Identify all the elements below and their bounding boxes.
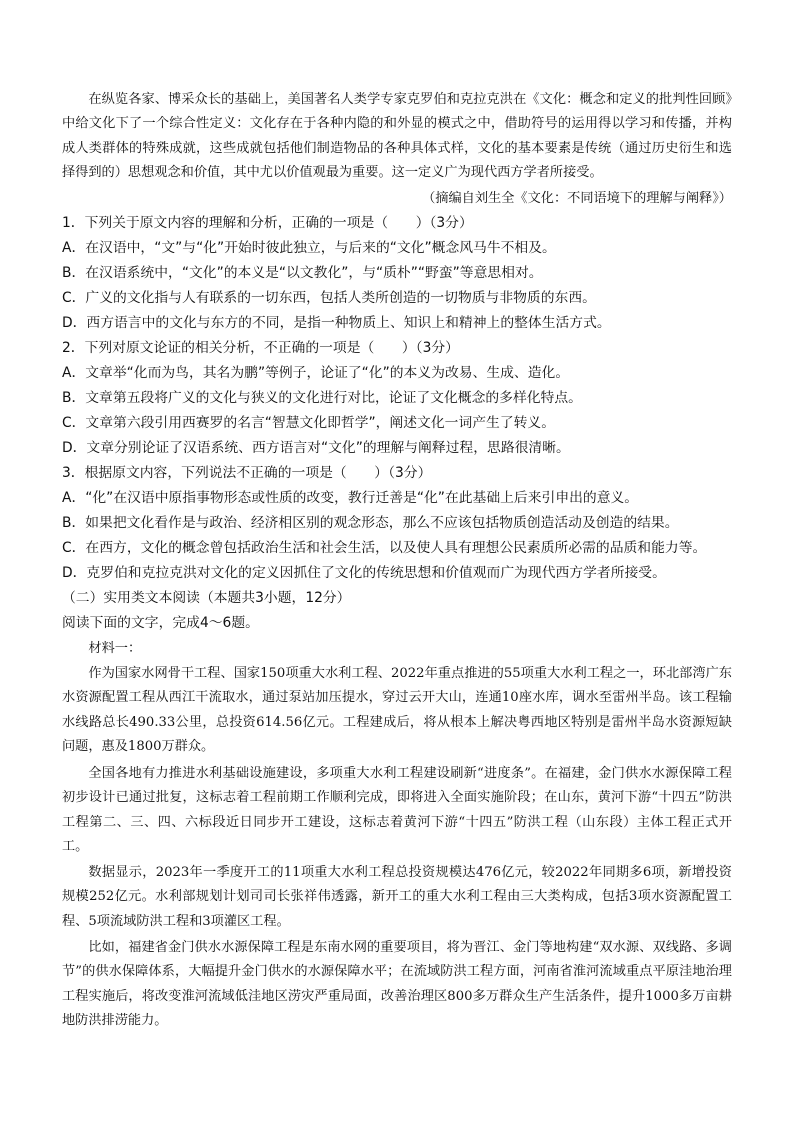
question-2-option-c[interactable]: C．文章第六段引用西赛罗的名言“智慧文化即哲学”，阐述文化一词产生了转义。 <box>62 415 556 431</box>
section-heading: （二）实用类文本阅读（本题共3小题，12分） <box>62 590 351 606</box>
question-1-option-a[interactable]: A．在汉语中，“文”与“化”开始时彼此独立，与后来的“文化”概念风马牛不相及。 <box>62 240 556 256</box>
question-1-option-b[interactable]: B．在汉语系统中，“文化”的本义是“以文教化”，与“质朴”“野蛮”等意思相对。 <box>62 265 543 281</box>
source-citation: （摘编自刘生全《文化：不同语境下的理解与阐释》） <box>422 191 732 206</box>
question-2-option-d[interactable]: D．文章分别论证了汉语系统、西方语言对“文化”的理解与阐释过程，思路很清晰。 <box>62 440 570 456</box>
reading-instruction: 阅读下面的文字，完成4～6题。 <box>62 615 259 631</box>
question-1-option-d[interactable]: D．西方语言中的文化与东方的不同，是指一种物质上、知识上和精神上的整体生活方式。 <box>62 315 611 331</box>
question-3-option-d[interactable]: D．克罗伯和克拉克洪对文化的定义因抓住了文化的传统思想和价值观而广为现代西方学者所接受。 <box>62 565 666 581</box>
question-2-stem: 2．下列对原文论证的相关分析，不正确的一项是（ ）（3分） <box>62 340 459 356</box>
material-paragraph-4: 比如，福建省金门供水水源保障工程是东南水网的重要项目，将为晋江、金门等地构建“双水源、双线路、多调节”的供水保障体系，大幅提升金门供水的水源保障水平；在流域防洪工程方面，河南省淮河流域重点平原洼地治理工程实施后，将改变淮河流域低洼地区涝灾严重局面，改善治理区800多万群众生产生活条件，提升1000多万亩耕地防洪排涝能力。 <box>62 940 732 1029</box>
material-label: 材料一： <box>88 641 142 656</box>
material-paragraph-1: 作为国家水网骨干工程、国家150项重大水利工程、2022年重点推进的55项重大水利工程之一，环北部湾广东水资源配置工程从西江干流取水，通过泵站加压提水，穿过云开大山，连通10座水库，调水至雷州半岛。该工程输水线路总长490.33公里，总投资614.56亿元。工程建成后，将从根本上解决粤西地区特别是雷州半岛水资源短缺问题，惠及1800万群众。 <box>62 666 732 755</box>
question-2-option-b[interactable]: B．文章第五段将广义的文化与狭义的文化进行对比，论证了文化概念的多样化特点。 <box>62 390 582 406</box>
question-1-option-c[interactable]: C．广义的文化指与人有联系的一切东西，包括人类所创造的一切物质与非物质的东西。 <box>62 290 596 306</box>
question-2-option-a[interactable]: A．文章举“化而为鸟，其名为鹏”等例子，论证了“化”的本义为改易、生成、造化。 <box>62 365 570 381</box>
question-3-option-b[interactable]: B．如果把文化看作是与政治、经济相区别的观念形态，那么不应该包括物质创造活动及创造的结果。 <box>62 515 679 531</box>
question-1-stem: 1．下列关于原文内容的理解和分析，正确的一项是（ ）（3分） <box>62 215 473 231</box>
passage-tail: 在纵览各家、博采众长的基础上，美国著名人类学专家克罗伯和克拉克洪在《文化：概念和定义的批判性回顾》中给文化下了一个综合性定义：文化存在于各种内隐的和外显的模式之中，借助符号的运用得以学习和传播，并构成人类群体的特殊成就，这些成就包括他们制造物品的各种具体式样，文化的基本要素是传统（通过历史衍生和选择得到的）思想观念和价值，其中尤以价值观最为重要。这一定义广为现代西方学者所接受。 <box>62 92 732 181</box>
material-paragraph-2: 全国各地有力推进水利基础设施建设，多项重大水利工程建设刷新“进度条”。在福建，金门供水水源保障工程初步设计已通过批复，这标志着工程前期工作顺利完成，即将进入全面实施阶段；在山东，黄河下游“十四五”防洪工程第二、三、四、六标段近日同步开工建设，这标志着黄河下游“十四五”防洪工程（山东段）主体工程正式开工。 <box>62 766 732 855</box>
question-3-option-a[interactable]: A．“化”在汉语中原指事物形态或性质的改变，教行迁善是“化”在此基础上后来引申出的意义。 <box>62 490 639 506</box>
question-3-stem: 3．根据原文内容，下列说法不正确的一项是（ ）（3分） <box>62 465 432 481</box>
question-3-option-c[interactable]: C．在西方，文化的概念曾包括政治生活和社会生活，以及使人具有理想公民素质所必需的品质和能力等。 <box>62 540 707 556</box>
material-paragraph-3: 数据显示，2023年一季度开工的11项重大水利工程总投资规模达476亿元，较2022年同期多6项，新增投资规模252亿元。水利部规划计划司司长张祥伟透露，新开工的重大水利工程由三大类构成，包括3项水资源配置工程、5项流域防洪工程和3项灌区工程。 <box>62 865 732 929</box>
